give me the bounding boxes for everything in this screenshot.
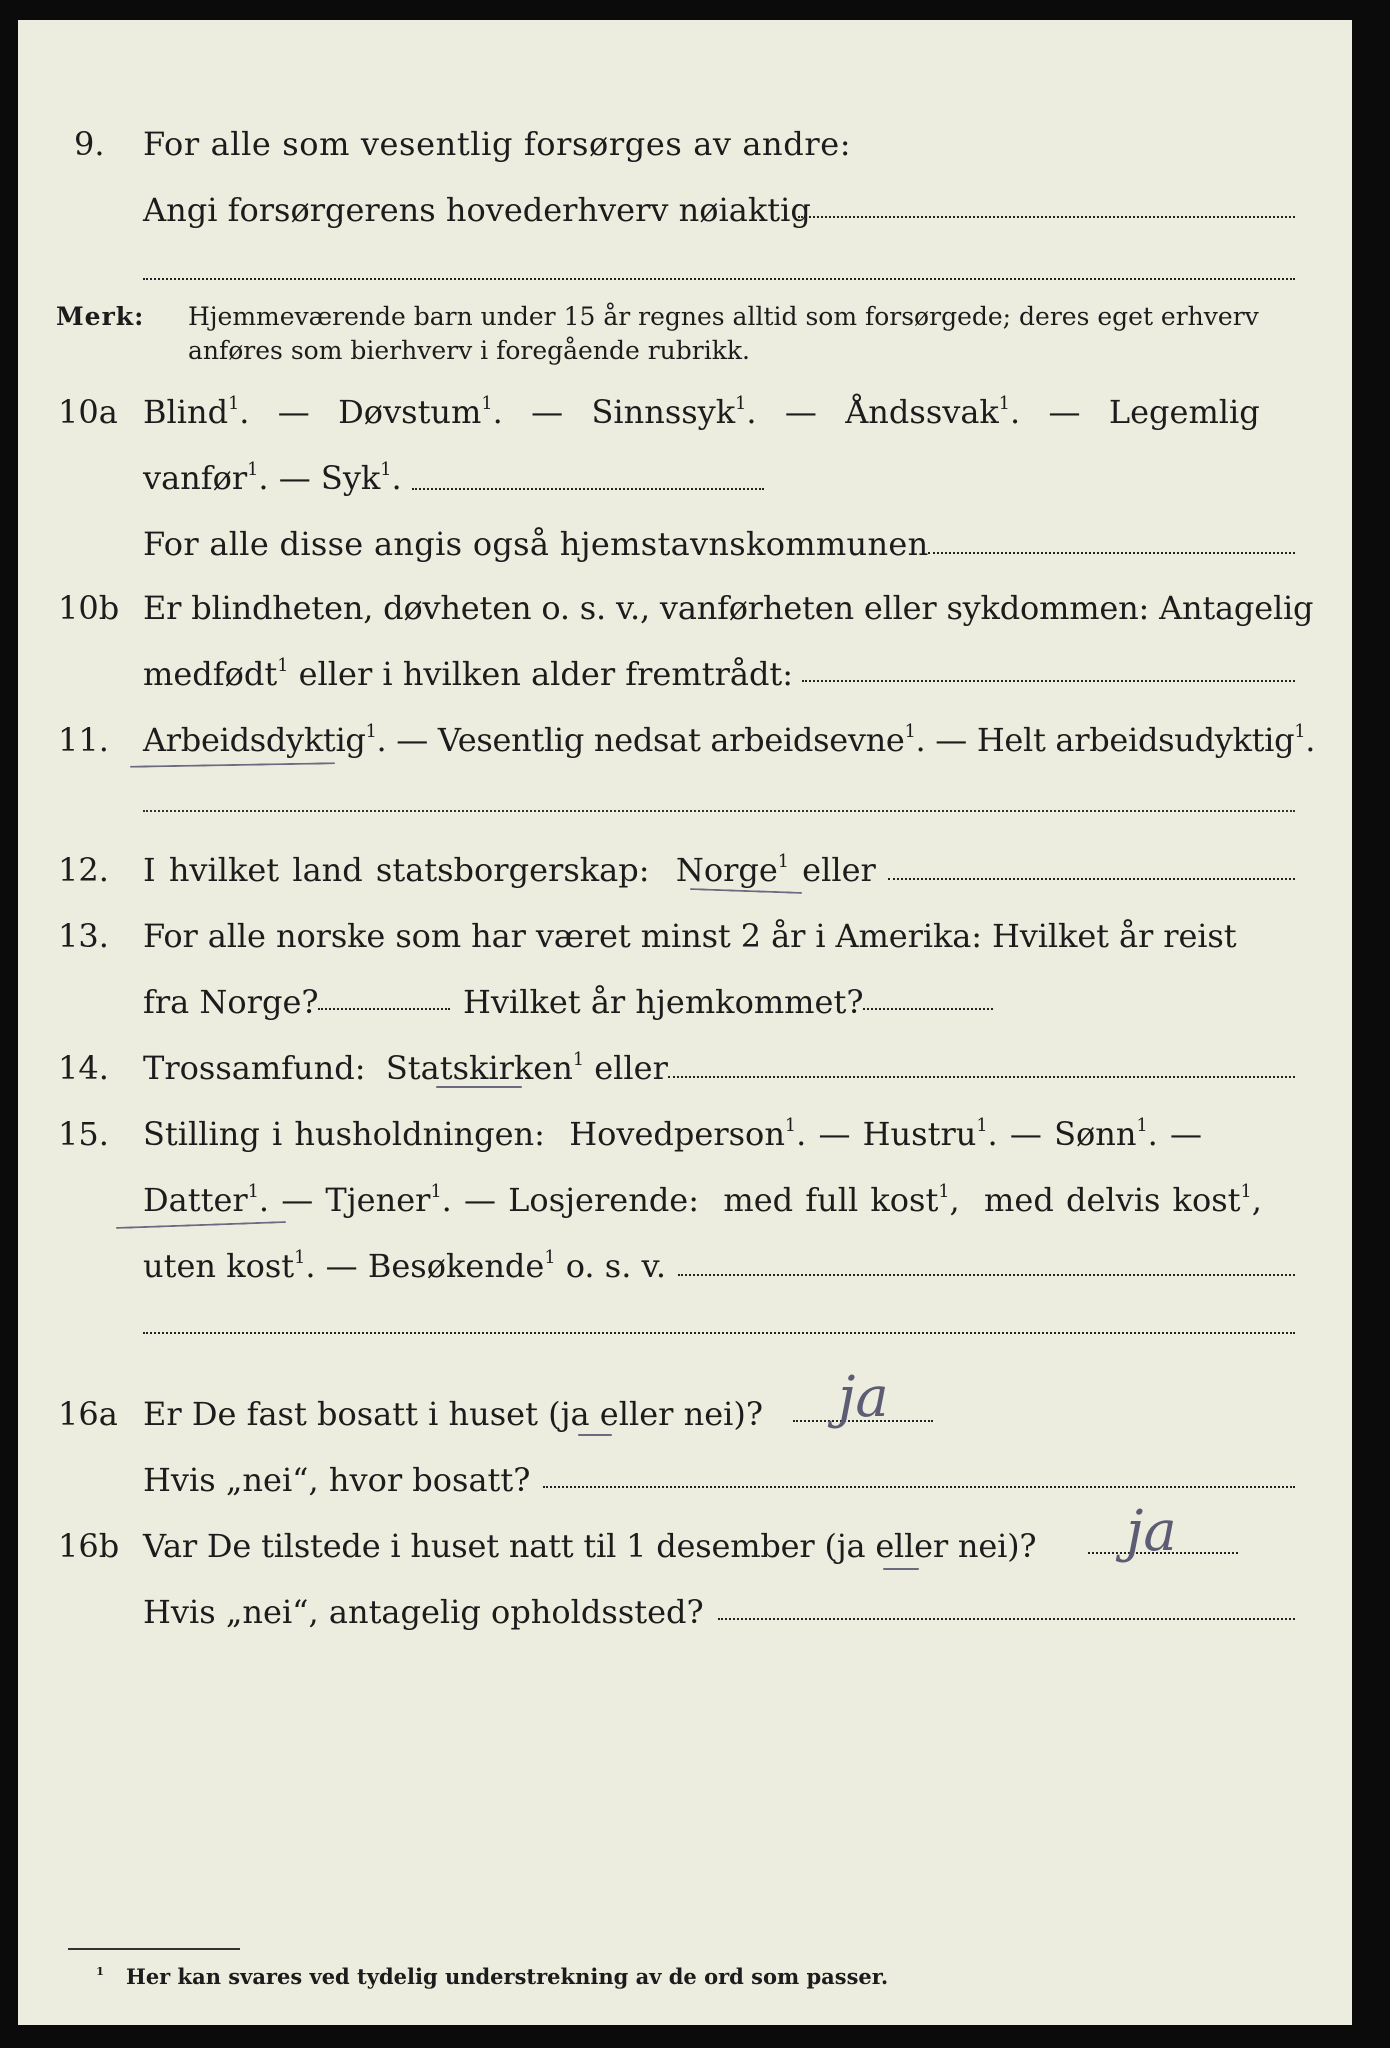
q13-hjemkommet-field[interactable]	[863, 1008, 993, 1010]
q10b-line2: medfødt$^1$ eller i hvilken alder fremtrådt:	[143, 655, 794, 693]
q13-number: 13.	[58, 917, 109, 955]
opt-hovedperson[interactable]: Hovedperson	[569, 1115, 785, 1153]
q12-number: 12.	[58, 851, 109, 889]
q15-line2: Datter$^1$. — Tjener$^1$. — Losjerende: med full kost$^1$, med delvis kost$^1$,	[143, 1181, 1262, 1219]
opt-syk[interactable]: Syk	[320, 459, 381, 497]
opt-med-delvis-kost[interactable]: med delvis kost	[984, 1181, 1241, 1219]
q13-reist-field[interactable]	[318, 1008, 450, 1010]
q9-line1: For alle som vesentlig forsørges av andre:	[143, 125, 852, 163]
opt-nedsat-arbeidsevne[interactable]: Vesentlig nedsat arbeidsevne	[437, 721, 905, 759]
opt-besokende[interactable]: Besøkende	[367, 1247, 545, 1285]
q16a-handwritten-answer: ja	[838, 1365, 889, 1430]
q16a-line2: Hvis „nei“, hvor bosatt?	[143, 1461, 531, 1499]
opt-datter[interactable]: Datter	[143, 1181, 248, 1219]
q11-extra-line[interactable]	[143, 810, 1295, 812]
q9-answer-field[interactable]	[798, 216, 1295, 218]
q13-line2a: fra Norge?	[143, 983, 319, 1021]
q14-text: Trossamfund:	[143, 1049, 366, 1087]
q10a-line1: Blind$^1$. — Døvstum$^1$. — Sinnssyk$^1$. — Åndssvak$^1$. — Legemlig	[143, 393, 1260, 431]
q10b-line1: Er blindheten, døvheten o. s. v., vanførheten eller sykdommen: Antagelig	[143, 589, 1314, 627]
merk-label: Merk:	[56, 302, 145, 331]
q16a-line1: Er De fast bosatt i huset (ja eller nei)?	[143, 1395, 764, 1433]
q15-extra-line[interactable]	[143, 1332, 1295, 1334]
q16b-line2: Hvis „nei“, antagelig opholdssted?	[143, 1593, 704, 1631]
q10a-number: 10a	[58, 393, 118, 431]
q10a-line3: For alle disse angis også hjemstavnskommunen	[143, 525, 929, 563]
opt-legemlig[interactable]: Legemlig	[1108, 393, 1260, 431]
q15-answer-field[interactable]	[678, 1274, 1295, 1276]
opt-med-full-kost[interactable]: med full kost	[723, 1181, 939, 1219]
q10a-syk-field[interactable]	[412, 488, 764, 490]
opt-blind[interactable]: Blind	[143, 393, 229, 431]
q16a-number: 16a	[58, 1395, 118, 1433]
q11-number: 11.	[58, 721, 109, 759]
opt-sonn[interactable]: Sønn	[1054, 1115, 1137, 1153]
q10b-answer-field[interactable]	[802, 680, 1295, 682]
q14-line: Trossamfund: Statskirken$^1$ eller	[143, 1049, 668, 1087]
q13-line1: For alle norske som har været minst 2 år i Amerika: Hvilket år reist	[143, 917, 1237, 955]
q13-line2b: Hvilket år hjemkommet?	[463, 983, 864, 1021]
q15-text: Stilling i husholdningen:	[143, 1115, 545, 1153]
q15-losjerende: Losjerende:	[508, 1181, 700, 1219]
opt-tjener[interactable]: Tjener	[325, 1181, 431, 1219]
q16b-number: 16b	[58, 1527, 120, 1565]
opt-sinnssyk[interactable]: Sinnssyk	[591, 393, 736, 431]
q14-number: 14.	[58, 1049, 109, 1087]
handwritten-underline-statskirken	[436, 1086, 522, 1088]
footnote	[96, 1963, 888, 1991]
q10b-number: 10b	[58, 589, 120, 627]
handwritten-underline-arbeidsdyktig	[130, 762, 335, 768]
opt-andssvak[interactable]: Åndssvak	[845, 393, 999, 431]
q15-line3: uten kost$^1$. — Besøkende$^1$ o. s. v.	[143, 1247, 666, 1285]
q16b-line1: Var De tilstede i huset natt til 1 desember (ja eller nei)?	[143, 1527, 1037, 1565]
q9-extra-line[interactable]	[143, 278, 1295, 280]
q12-eller: eller	[802, 851, 876, 889]
merk-line1: Hjemmeværende barn under 15 år regnes alltid som forsørgede; deres eget erhverv	[188, 302, 1259, 331]
census-form-page	[18, 20, 1352, 2025]
opt-vanfor[interactable]: vanfør	[143, 459, 248, 497]
q16a-bosatt-field[interactable]	[543, 1486, 1295, 1488]
opt-dovstum[interactable]: Døvstum	[338, 393, 482, 431]
q11-line1: Arbeidsdyktig$^1$. — Vesentlig nedsat arbeidsevne$^1$. — Helt arbeidsudyktig$^1$.	[143, 721, 1316, 759]
q14-eller: eller	[594, 1049, 668, 1087]
footnote-marker: 1	[96, 1963, 105, 1978]
opt-hustru[interactable]: Hustru	[862, 1115, 977, 1153]
q10b-line2-rest: eller i hvilken alder fremtrådt:	[298, 655, 794, 693]
opt-arbeidsudyktig[interactable]: Helt arbeidsudyktig	[976, 721, 1295, 759]
q16b-opholdssted-field[interactable]	[718, 1618, 1295, 1620]
footnote-text: Her kan svares ved tydelig understrekning av de ord som passer.	[125, 1964, 889, 1989]
opt-statskirken[interactable]: Statskirken	[385, 1049, 573, 1087]
opt-medfodt[interactable]: medfødt	[143, 655, 278, 693]
underline-ja-16b	[883, 1568, 919, 1570]
q15-osv: o. s. v.	[565, 1247, 666, 1285]
underline-ja-16a	[578, 1434, 612, 1436]
footnote-rule	[68, 1948, 240, 1950]
q14-answer-field[interactable]	[668, 1076, 1295, 1078]
q12-answer-field[interactable]	[888, 878, 1295, 880]
q12-text: I hvilket land statsborgerskap:	[143, 851, 650, 889]
merk-line2: anføres som bierhverv i foregående rubrikk.	[188, 336, 750, 365]
opt-norge[interactable]: Norge	[675, 851, 778, 889]
q9-number: 9.	[74, 125, 105, 163]
q9-line2: Angi forsørgerens hovederhverv nøiaktig	[143, 191, 811, 229]
handwritten-underline-datter	[116, 1221, 286, 1229]
q15-number: 15.	[58, 1115, 109, 1153]
q12-line: I hvilket land statsborgerskap: Norge$^1$ eller	[143, 851, 876, 889]
q10a-kommune-field[interactable]	[928, 552, 1295, 554]
opt-uten-kost[interactable]: uten kost	[143, 1247, 295, 1285]
q10a-line2: vanfør$^1$. — Syk$^1$.	[143, 459, 402, 497]
q16b-handwritten-answer: ja	[1126, 1499, 1177, 1564]
opt-arbeidsdyktig[interactable]: Arbeidsdyktig	[143, 721, 366, 759]
q15-line1: Stilling i husholdningen: Hovedperson$^1$. — Hustru$^1$. — Sønn$^1$. —	[143, 1115, 1203, 1153]
